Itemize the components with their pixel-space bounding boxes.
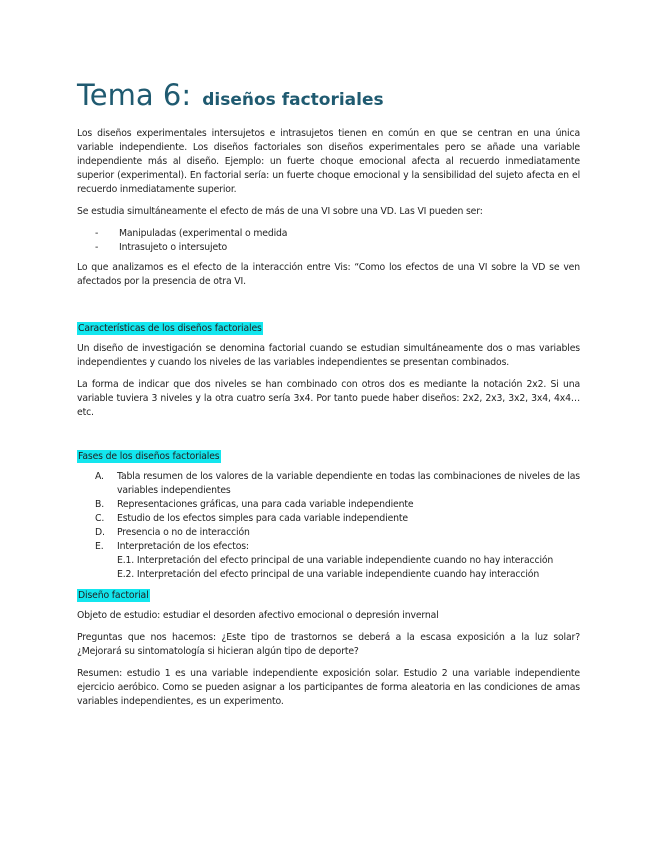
list-item: C. Estudio de los efectos simples para cada variable independiente	[95, 513, 408, 524]
section-heading-caracteristicas	[77, 319, 580, 336]
list-item: A. Tabla resumen de los valores de la variable dependiente en todas las combinaciones de niveles de las variables independientes	[95, 471, 580, 496]
phases-list	[77, 470, 580, 582]
list-item: E. Interpretación de los efectos: E.1. Interpretación del efecto principal de una variable independiente cuando no hay interacción E.2. Interpretación del efecto principal de una variable independiente cuando hay interacción	[77, 540, 580, 582]
heading-text: Características de los diseños factoriales	[78, 323, 262, 334]
section-heading-fases	[77, 447, 580, 464]
sub-item: E.2. Interpretación del efecto principal de una variable independiente cuando hay interacción	[117, 569, 540, 580]
intro-paragraph-3: Lo que analizamos es el efecto de la interacción entre Vis: “Como los efectos de una VI sobre la VD se ven afectados por la presencia de otra VI.	[77, 262, 580, 287]
list-item: B. Representaciones gráficas, una para cada variable independiente	[95, 499, 414, 510]
list-item-text: Intrasujeto o intersujeto	[119, 242, 228, 253]
intro-paragraph-2: Se estudia simultáneamente el efecto de más de una VI sobre una VD. Las VI pueden ser:	[77, 206, 483, 217]
document-content	[77, 78, 580, 717]
factorial-paragraph-2: Preguntas que nos hacemos: ¿Este tipo de trastornos se deberá a la escasa exposición a la luz solar? ¿Mejorará su sintomatología si hicieran algún tipo de deporte?	[77, 632, 580, 657]
factorial-paragraph-3: Resumen: estudio 1 es una variable independiente exposición solar. Estudio 2 una variable independiente ejercicio aeróbico. Como se pueden asignar a los participantes de forma aleatoria en las condiciones de amas variables independientes, es un experimento.	[77, 668, 580, 707]
heading-text: Diseño factorial	[78, 590, 149, 601]
heading-text: Fases de los diseños factoriales	[78, 451, 220, 462]
list-item-text: Manipuladas (experimental o medida	[119, 228, 288, 239]
sub-item: E.1. Interpretación del efecto principal de una variable independiente cuando no hay interacción	[117, 555, 554, 566]
vi-types-list	[77, 227, 580, 255]
caracteristicas-paragraph-2: La forma de indicar que dos niveles se han combinado con otros dos es mediante la notación 2x2. Si una variable tuviera 3 niveles y la otra cuatro sería 3x4. Por tanto puede haber diseños: 2x2, 2x3, 3x2, 3x4, 4x4… etc.	[77, 379, 580, 418]
factorial-paragraph-1: Objeto de estudio: estudiar el desorden afectivo emocional o depresión invernal	[77, 610, 439, 621]
title-sub: diseños factoriales	[202, 90, 384, 110]
list-item: D. Presencia o no de interacción	[95, 527, 250, 538]
section-heading-factorial	[77, 586, 580, 603]
list-item: - Intrasujeto o intersujeto	[95, 242, 228, 253]
title-main: Tema 6:	[77, 78, 192, 112]
intro-paragraph-1: Los diseños experimentales intersujetos e intrasujetos tienen en común en que se centran en una única variable independiente. Los diseños factoriales son diseños experimentales pero se añade una variable independiente más al diseño. Ejemplo: un fuerte choque emocional afecta al recuerdo inmediatamente superior (experimental). En factorial sería: un fuerte choque emocional y la sensibilidad del sujeto afecta en el recuerdo inmediatamente superior.	[77, 128, 580, 195]
caracteristicas-paragraph-1: Un diseño de investigación se denomina factorial cuando se estudian simultáneamente dos o mas variables independientes y cuando los niveles de las variables independientes se presentan combinados.	[77, 343, 580, 368]
page-title	[77, 78, 580, 110]
list-item: - Manipuladas (experimental o medida	[95, 228, 288, 239]
